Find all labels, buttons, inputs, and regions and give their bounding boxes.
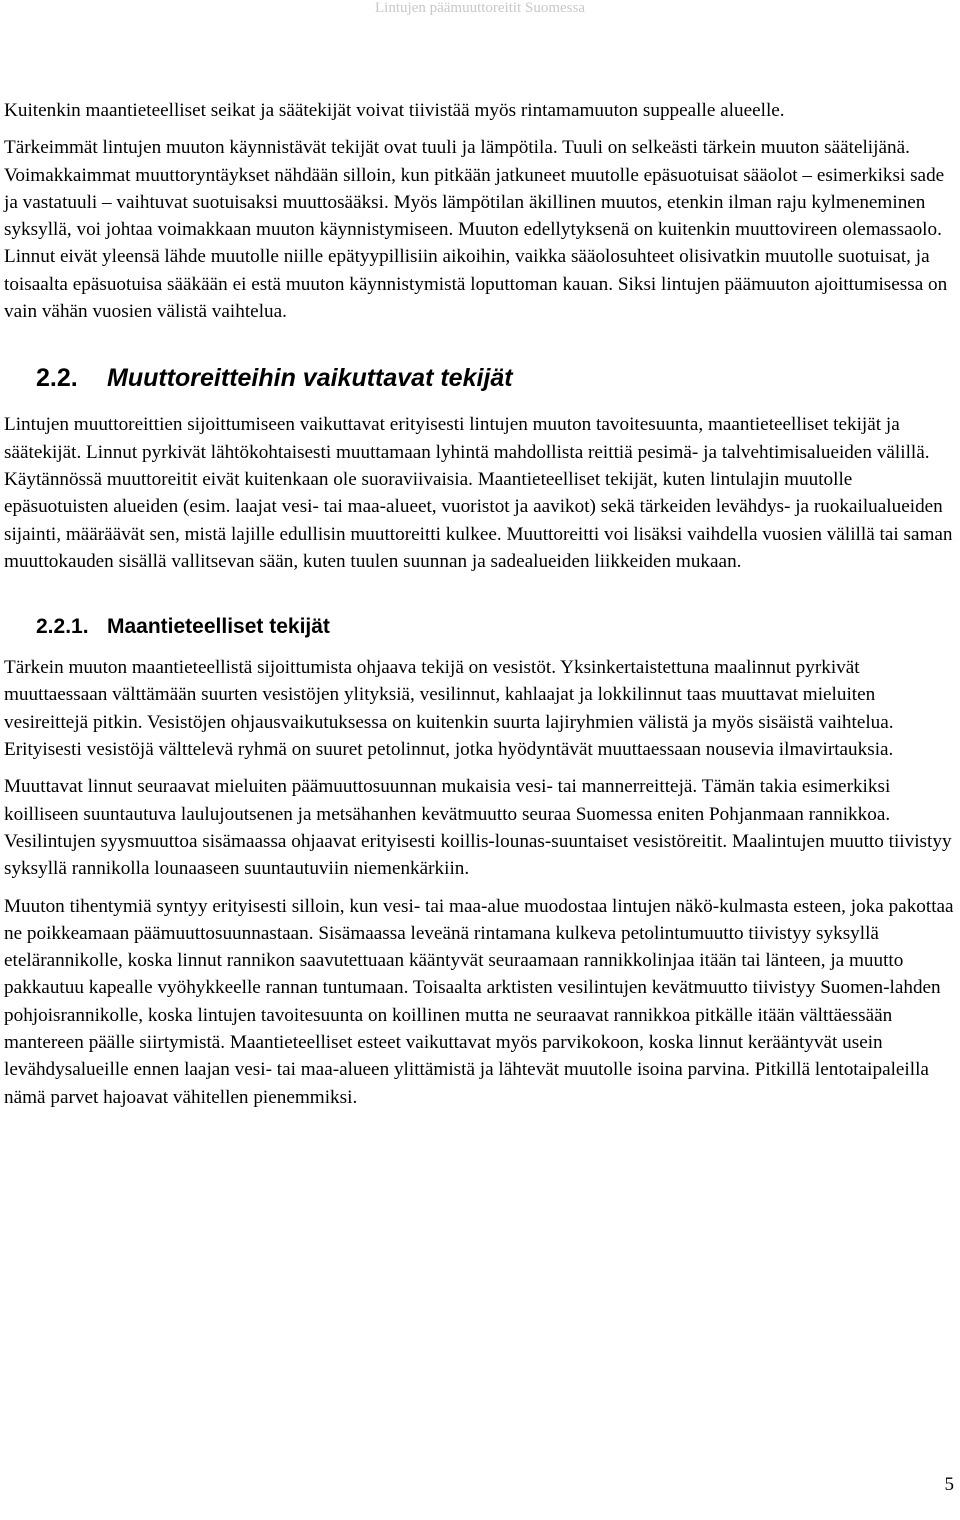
paragraph-muuttoreitit: Lintujen muuttoreittien sijoittumiseen vaikuttavat erityisesti lintujen muuton tavoitesuunta, maantieteelliset tekijät ja säätekijät. Linnut pyrkivät lähtökohtaisesti muuttamaan lyhintä mahdollista reittiä pesimä- ja talvehtimisalueiden välillä. Käytännössä muuttoreitit eivät kuitenkaan ole suoraviivaisia. Maantieteelliset tekijät, kuten lintulajin muutolle epäsuotuisten alueiden (esim. laajat vesi- tai maa-alueet, vuoristot ja aavikot) sekä tärkeiden levähdys- ja ruokailualueiden sijainti, määräävät sen, mistä lajille edullisin muuttoreitti kulkee. Muuttoreitti voi lisäksi vaihdella vuosien välillä tai saman muuttokauden sisällä vallitsevan sään, kuten tuulen suunnan ja sadealueiden liikkeiden mukaan. (4, 414, 953, 572)
paragraph-tuuli-lampotila: Tärkeimmät lintujen muuton käynnistävät tekijät ovat tuuli ja lämpötila. Tuuli on selkeästi tärkein muuton säätelijänä. Voimakkaimmat muuttoryntäykset nähdään silloin, kun pitkään jatkuneet muutolle epäsuotuisat sääolot – esimerkiksi sade ja vastatuuli – vaihtuvat suotuisaksi muuttosääksi. Myös lämpötilan äkillinen muutos, etenkin ilman raju kylmeneminen syksyllä, voi johtaa voimakkaan muuton käynnistymiseen. Muuton edellytyksenä on kuitenkin muuttovireen olemassaolo. Linnut eivät yleensä lähde muutolle niille epätyypillisiin aikoihin, vaikka sääolosuhteet olisivatkin muutolle suotuisat, ja toisaalta epäsuotuisa sääkään ei estä muuton käynnistymistä loputtoman kauan. Siksi lintujen päämuuton ajoittumisessa on vain vähän vuosien välistä vaihtelua. (4, 137, 948, 323)
section-number-2-2: 2.2. (36, 364, 78, 393)
section-heading-2-2-1 (4, 613, 956, 641)
paragraph-vesistot: Tärkein muuton maantieteellistä sijoittumista ohjaava tekijä on vesistöt. Yksinkertaistettuna maalinnut pyrkivät muuttaessaan välttämään suurten vesistöjen ylityksiä, vesilinnut, kahlaajat ja lokkilinnut taas muuttavat mieluiten vesireittejä pitkin. Vesistöjen ohjausvaikutuksessa on kuitenkin suurta lajiryhmien välistä ja myös sisäistä vaihtelua. Erityisesti vesistöjä välttelevä ryhmä on suuret petolinnut, jotka hyödyntävät muuttaessaan nousevia ilmavirtauksia. (4, 657, 894, 761)
paragraph-rintamamuutto: Kuitenkin maantieteelliset seikat ja säätekijät voivat tiivistää myös rintamamuuton suppealle alueelle. (4, 100, 785, 121)
section-number-2-2-1: 2.2.1. (36, 615, 89, 639)
running-header-title: Lintujen päämuuttoreitit Suomessa (375, 0, 585, 16)
section-heading-2-2 (4, 363, 956, 393)
paragraph-muuton-tihentymat: Muuton tihentymiä syntyy erityisesti silloin, kun vesi- tai maa-alue muodostaa lintujen näkö-kulmasta esteen, joka pakottaa ne poikkeamaan päämuuttosuunnastaan. Sisämaassa leveänä rintamana kulkeva petolintumuutto tiivistyy syksyllä etelärannikolle, koska linnut rannikon saavutettuaan kääntyvät seuraamaan rannikkolinjaa itään tai länteen, ja muutto pakkautuu kapealle vyöhykkeelle rannan tuntumaan. Toisaalta arktisten vesilintujen kevätmuutto tiivistyy Suomen-lahden pohjoisrannikolle, koska lintujen tavoitesuunta on koillinen mutta ne seuraavat rannikkoa pitkälle itään välttäessään mantereen päälle siirtymistä. Maantieteelliset esteet vaikuttavat myös parvikokoon, koska linnut kerääntyvät usein levähdysalueille ennen laajan vesi- tai maa-alueen ylittämistä ja lähtevät muutolle isoina parvina. Pitkillä lentotaipaleilla nämä parvet hajoavat vähitellen pienemmiksi. (4, 895, 954, 1108)
document-body (4, 97, 956, 1111)
paragraph-reitit: Muuttavat linnut seuraavat mieluiten päämuuttosuunnan mukaisia vesi- tai mannerreittejä. Tämän takia esimerkiksi koilliseen suuntautuva laulujoutsenen ja metsähanhen kevätmuutto seuraa Suomessa eniten Pohjanmaan rannikkoa. Vesilintujen syysmuuttoa sisämaassa ohjaavat erityisesti koillis-lounas-suuntaiset vesistöreitit. Maalintujen muutto tiivistyy syksyllä rannikolla lounaaseen suuntautuviin niemenkärkiin. (4, 776, 952, 880)
section-title-2-2: Muuttoreitteihin vaikuttavat tekijät (107, 364, 513, 393)
page-number: 5 (944, 1474, 954, 1495)
section-title-2-2-1: Maantieteelliset tekijät (107, 615, 330, 639)
